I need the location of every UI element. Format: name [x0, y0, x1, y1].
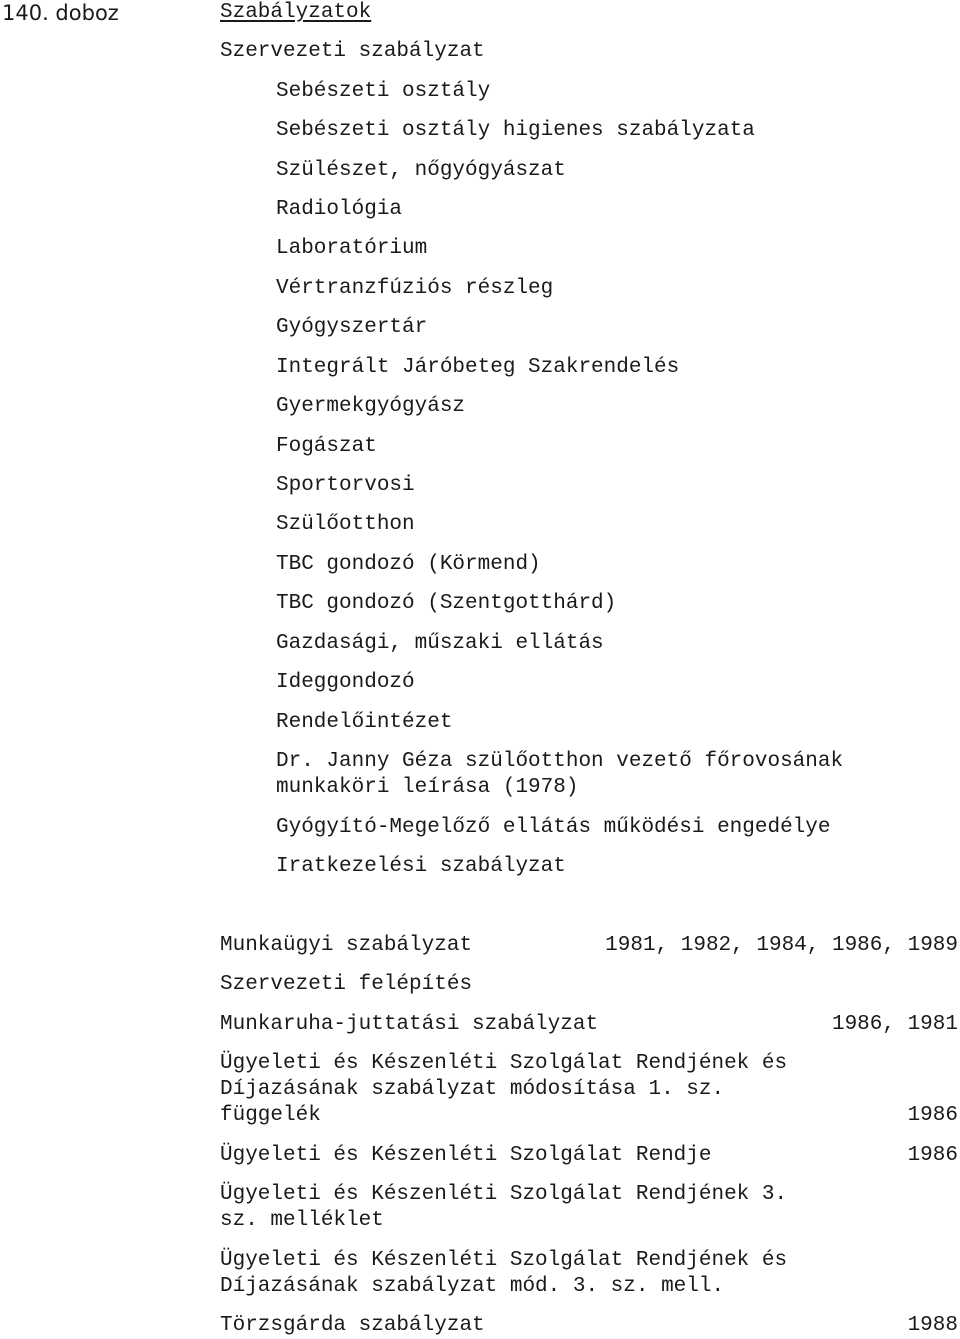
- sub-item: Gazdasági, műszaki ellátás: [276, 632, 604, 655]
- sub-item: Iratkezelési szabályzat: [276, 855, 566, 878]
- list-item: Ügyeleti és Készenléti Szolgálat Rendjének és Díjazásának szabályzat módosítása 1. sz. függelék: [220, 1052, 788, 1127]
- sub-item: Sportorvosi: [276, 474, 415, 497]
- list-item: Munkaruha-juttatási szabályzat: [220, 1013, 599, 1036]
- sub-item: Sebészeti osztály higienes szabályzata: [276, 119, 755, 142]
- list-item: Ügyeleti és Készenléti Szolgálat Rendjének 3. sz. melléklet: [220, 1183, 788, 1232]
- sub-item: Laboratórium: [276, 237, 428, 260]
- list-item-date: 1986: [907, 1144, 958, 1167]
- list-item: Ügyeleti és Készenléti Szolgálat Rendje: [220, 1144, 712, 1167]
- document-title: Szabályzatok: [220, 1, 372, 24]
- list-item-date: 1986, 1981: [831, 1013, 958, 1036]
- list-item-date: 1986: [907, 1104, 958, 1127]
- sub-item: Gyermekgyógyász: [276, 395, 466, 418]
- sub-item: Szülőotthon: [276, 513, 415, 536]
- list-item: Szervezeti felépítés: [220, 973, 473, 996]
- sub-item: TBC gondozó (Szentgotthárd): [276, 592, 617, 615]
- sub-item: Vértranzfúziós részleg: [276, 277, 554, 300]
- sub-item: Gyógyszertár: [276, 316, 428, 339]
- list-item: Munkaügyi szabályzat: [220, 934, 473, 957]
- sub-item: Gyógyító-Megelőző ellátás működési engedélye: [276, 816, 831, 839]
- list-item-date: 1981, 1982, 1984, 1986, 1989: [605, 934, 958, 957]
- sub-item: Integrált Járóbeteg Szakrendelés: [276, 356, 680, 379]
- box-label: 140. doboz: [2, 1, 119, 25]
- list-item-date: 1988: [907, 1314, 958, 1337]
- sub-item: Dr. Janny Géza szülőotthon vezető főrovosának munkaköri leírása (1978): [276, 750, 844, 799]
- sub-item: Radiológia: [276, 198, 403, 221]
- main-item: Szervezeti szabályzat: [220, 40, 485, 63]
- sub-item: Fogászat: [276, 435, 377, 458]
- sub-item: Sebészeti osztály: [276, 80, 491, 103]
- list-item: Ügyeleti és Készenléti Szolgálat Rendjének és Díjazásának szabályzat mód. 3. sz. mell.: [220, 1249, 788, 1298]
- sub-item: Rendelőintézet: [276, 711, 453, 734]
- sub-item: Szülészet, nőgyógyászat: [276, 159, 566, 182]
- list-item: Törzsgárda szabályzat: [220, 1314, 485, 1337]
- sub-item: TBC gondozó (Körmend): [276, 553, 541, 576]
- sub-item: Ideggondozó: [276, 671, 415, 694]
